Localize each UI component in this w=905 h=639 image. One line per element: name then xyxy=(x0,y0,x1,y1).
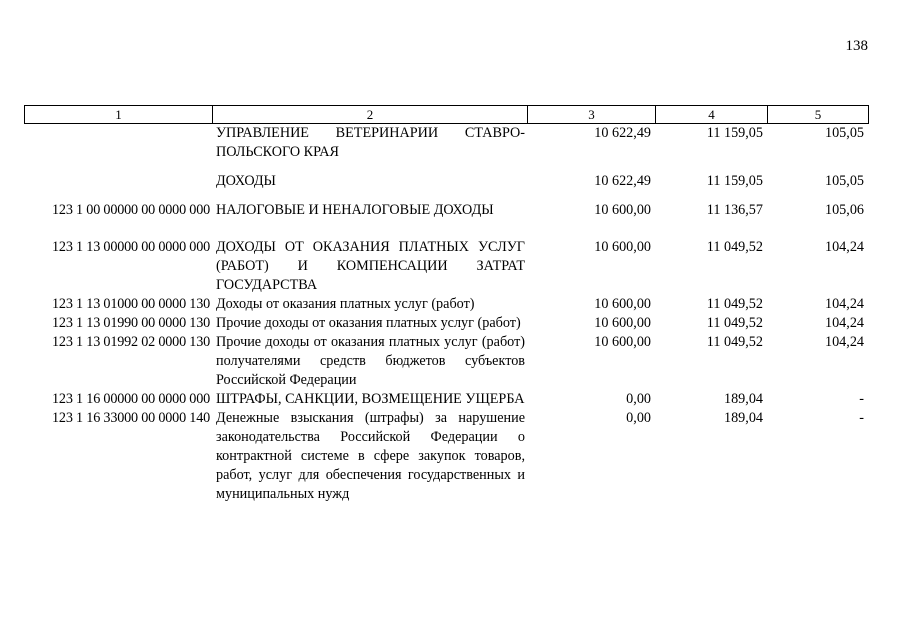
row-value-4: 189,04 xyxy=(723,410,763,426)
row-value-3: 10 600,00 xyxy=(594,315,651,331)
table-row xyxy=(24,201,868,220)
row-value-5: - xyxy=(859,410,864,426)
row-code: 123 1 13 01992 02 0000 130 xyxy=(52,334,210,350)
row-value-5: 104,24 xyxy=(824,334,864,350)
row-value-3: 0,00 xyxy=(626,410,651,426)
row-name: НАЛОГОВЫЕ И НЕНАЛОГОВЫЕ ДОХОДЫ xyxy=(216,202,494,218)
table-header xyxy=(24,105,869,124)
table-row xyxy=(24,172,868,191)
header-col-5: 5 xyxy=(768,106,869,124)
row-code xyxy=(24,124,212,162)
row-value-5: 104,24 xyxy=(824,315,864,331)
row-value-3: 10 600,00 xyxy=(594,202,651,218)
table-row xyxy=(24,314,868,333)
header-col-3: 3 xyxy=(528,106,656,124)
row-value-3: 10 600,00 xyxy=(594,239,651,255)
row-name: ШТРАФЫ, САНКЦИИ, ВОЗМЕЩЕНИЕ УЩЕРБА xyxy=(216,391,525,407)
row-value-5: 105,06 xyxy=(824,202,864,218)
table-row xyxy=(24,124,868,162)
budget-table xyxy=(24,124,868,504)
row-name: Денежные взыскания (штрафы) за нарушение законодательства Российской Федерации о контрактной системе в сфере закупок товаров, работ, услуг для обеспечения государственных и муниципальных нужд xyxy=(216,410,525,502)
row-code: 123 1 16 33000 00 0000 140 xyxy=(52,410,210,426)
row-name: ДОХОДЫ ОТ ОКАЗАНИЯ ПЛАТНЫХ УСЛУГ (РАБОТ) И КОМПЕНСАЦИИ ЗАТРАТ ГОСУДАРСТВА xyxy=(216,239,525,293)
row-code: 123 1 13 01000 00 0000 130 xyxy=(52,296,210,312)
row-name: Прочие доходы от оказания платных услуг (работ) xyxy=(216,315,521,331)
row-value-3: 0,00 xyxy=(626,391,651,407)
table-row xyxy=(24,390,868,409)
row-value-5: 105,05 xyxy=(824,173,864,189)
row-name: Прочие доходы от оказания платных услуг (работ) получателями средств бюджетов субъектов Российской Федерации xyxy=(216,334,525,388)
row-code: 123 1 00 00000 00 0000 000 xyxy=(52,202,210,218)
row-value-5: 105,05 xyxy=(824,125,864,141)
page-number: 138 xyxy=(845,38,868,54)
header-row xyxy=(25,106,869,124)
row-value-3: 10 622,49 xyxy=(594,173,651,189)
table-row xyxy=(24,295,868,314)
row-value-5: - xyxy=(859,391,864,407)
row-value-5: 104,24 xyxy=(824,239,864,255)
header-col-1: 1 xyxy=(25,106,213,124)
row-code: 123 1 13 00000 00 0000 000 xyxy=(52,239,210,255)
table-row xyxy=(24,409,868,504)
row-value-4: 11 159,05 xyxy=(706,125,763,141)
row-code: 123 1 13 01990 00 0000 130 xyxy=(52,315,210,331)
row-value-4: 189,04 xyxy=(723,391,763,407)
row-value-4: 11 049,52 xyxy=(706,296,763,312)
header-col-2: 2 xyxy=(213,106,528,124)
row-value-5: 104,24 xyxy=(824,296,864,312)
row-value-4: 11 159,05 xyxy=(706,173,763,189)
row-name: УПРАВЛЕНИЕ ВЕТЕРИНАРИИ СТАВРО-ПОЛЬСКОГО КРАЯ xyxy=(216,125,525,160)
row-value-4: 11 049,52 xyxy=(706,334,763,350)
row-code xyxy=(24,172,212,191)
row-value-4: 11 049,52 xyxy=(706,315,763,331)
row-value-4: 11 136,57 xyxy=(706,202,763,218)
row-value-4: 11 049,52 xyxy=(706,239,763,255)
row-code: 123 1 16 00000 00 0000 000 xyxy=(52,391,210,407)
row-spacer xyxy=(24,191,868,201)
row-value-3: 10 600,00 xyxy=(594,296,651,312)
row-name: ДОХОДЫ xyxy=(216,173,276,189)
row-value-3: 10 622,49 xyxy=(594,125,651,141)
header-col-4: 4 xyxy=(656,106,768,124)
table-row xyxy=(24,333,868,390)
row-spacer xyxy=(24,162,868,172)
row-spacer xyxy=(24,220,868,238)
table-row xyxy=(24,238,868,295)
row-name: Доходы от оказания платных услуг (работ) xyxy=(216,296,475,312)
row-value-3: 10 600,00 xyxy=(594,334,651,350)
